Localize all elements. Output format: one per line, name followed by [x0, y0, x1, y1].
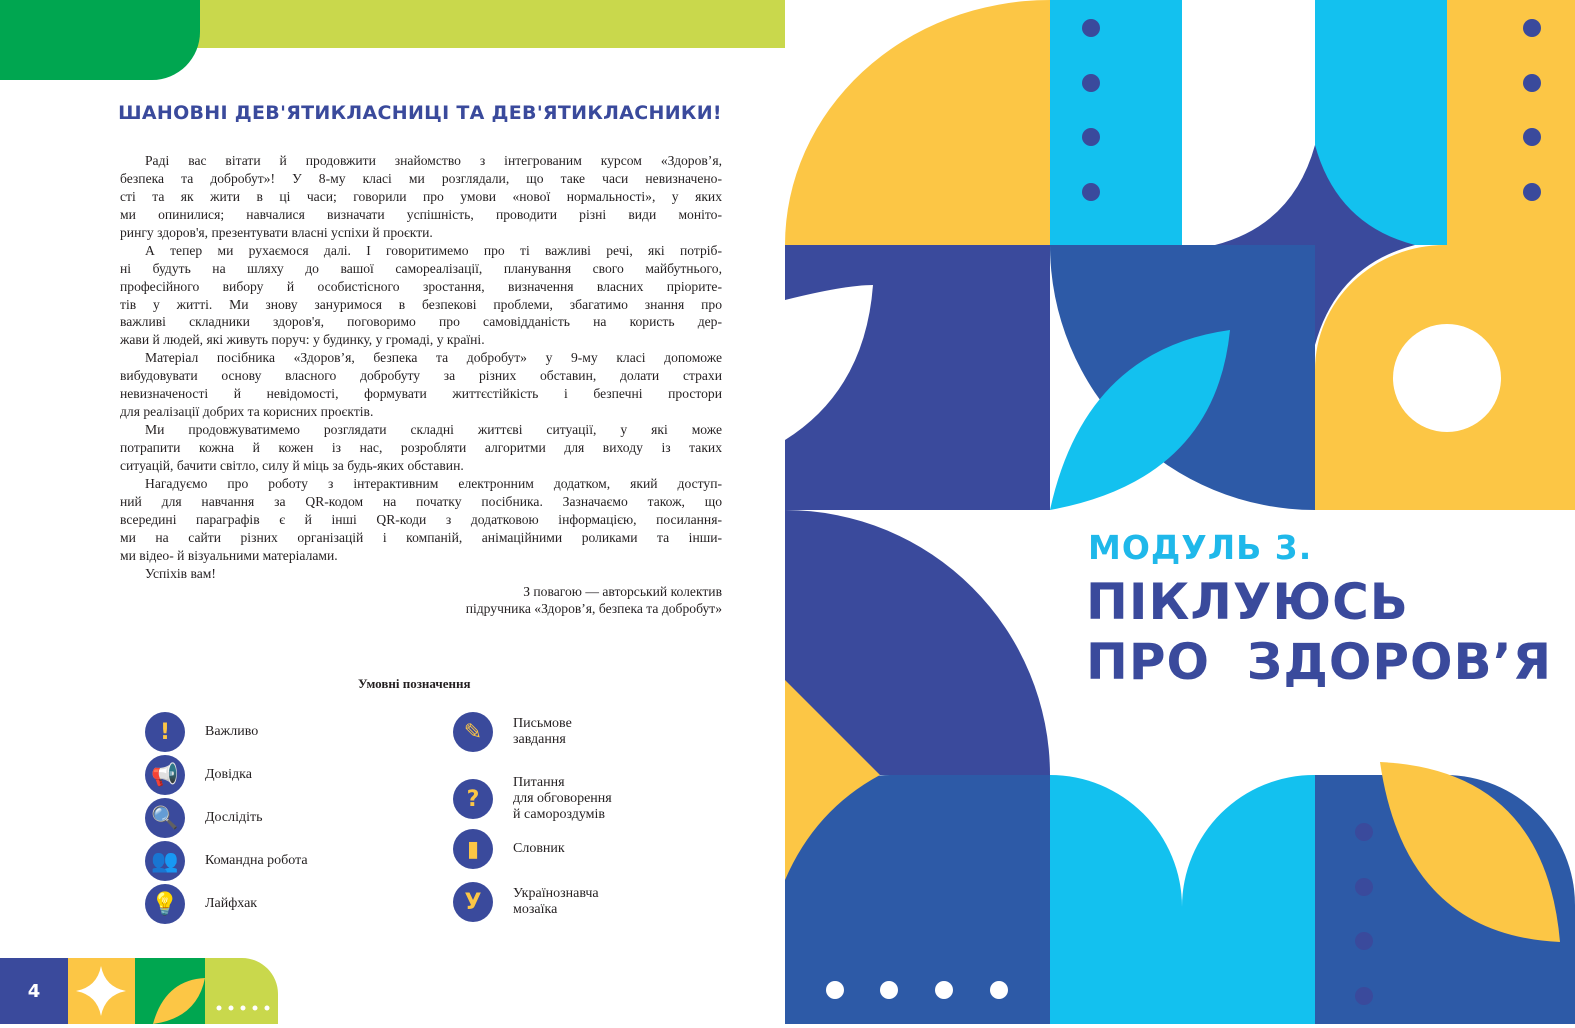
yellow-star-tile [68, 958, 135, 1024]
legend-label: Українознавча мозаїка [513, 886, 599, 917]
lime-dots-tile [205, 958, 278, 1024]
module-label: МОДУЛЬ 3. [1088, 528, 1313, 567]
pattern-dot [1523, 183, 1541, 201]
module-title-line-1: ПІКЛУЮСЬ [1086, 573, 1409, 631]
text-line: тів у житті. Ми знову зануримося в безпекові проблеми, збагатимо знання про [120, 296, 722, 312]
text-line: Ми продовжуватимемо розглядати складні життєві ситуації, у які може [145, 422, 722, 438]
page-number-box [0, 958, 68, 1024]
left-page [0, 0, 785, 1024]
pattern-dot [1082, 74, 1100, 92]
pattern-dot [1523, 74, 1541, 92]
legend-item [453, 882, 599, 922]
text-line: невизначеності й невідомості, формувати життєстійкість і безпечні простори [120, 386, 722, 402]
legend-label: Довідка [205, 767, 252, 782]
pattern-dot-white [880, 981, 898, 999]
page-number: 4 [27, 980, 41, 1002]
question-bubble-icon: ? [453, 779, 493, 819]
text-line: ми опинилися; навчалися визначати успішність, проводити різні види моніто- [120, 206, 722, 222]
notepad-pencil-icon: ✎ [453, 712, 493, 752]
pattern-dot [1523, 128, 1541, 146]
text-line: жави й людей, які живуть поруч: у будинку, у громаді, у країні. [120, 332, 485, 348]
green-top-tab [0, 0, 200, 80]
text-line: Успіхів вам! [145, 565, 216, 581]
text-line: ситуацій, бачити світло, силу й міць за будь-яких обставин. [120, 457, 464, 473]
text-line: ні будуть на шляху до вашої самореалізації, планування свого майбутнього, [120, 260, 722, 276]
text-line: Раді вас вітати й продовжити знайомство з інтегрованим курсом «Здоров’я, [145, 153, 722, 168]
dots-decoration [205, 958, 278, 1024]
text-line: ми на сайти різних організацій і компаній, анімаційними роликами та інши- [120, 529, 722, 545]
pattern-dot-white [826, 981, 844, 999]
text-line: сті та як жити в ці часи; говорили про умови «нової нормальності», у яких [120, 188, 722, 204]
pattern-dot-white [990, 981, 1008, 999]
letter-u-icon: У [453, 882, 493, 922]
legend-item [145, 884, 257, 924]
legend-item [453, 829, 565, 869]
pattern-dot [1355, 987, 1373, 1005]
legend-item [145, 798, 263, 838]
leaf-icon [135, 958, 205, 1024]
text-line: ний для навчання за QR-кодом на початку посібника. Зазначаємо також, що [120, 493, 722, 509]
geometric-pattern [785, 0, 1575, 1024]
legend-label: Словник [513, 841, 565, 856]
page-heading: ШАНОВНІ ДЕВ'ЯТИКЛАСНИЦІ ТА ДЕВ'ЯТИКЛАСНИКИ! [118, 102, 722, 124]
legend-label: Питання для обговорення й саморoздумів [513, 775, 612, 822]
pattern-dot [1082, 19, 1100, 37]
text-line: Матеріал посібника «Здоров’я, безпека та добробут» у 9-му класі допоможе [145, 350, 722, 366]
team-icon: 👥 [145, 841, 185, 881]
text-line: для реалізації добрих та корисних проєктів. [120, 404, 374, 420]
star-icon [68, 958, 135, 1024]
legend-label: Важливо [205, 724, 259, 739]
pattern-dot [1355, 932, 1373, 950]
text-line: всередині параграфів є й інші QR-коди з додатковою інформацією, посилання- [120, 511, 722, 527]
module-title-line-2: ПРО ЗДОРОВ’Я [1086, 633, 1553, 691]
pattern-dot-white [935, 981, 953, 999]
legend-item [145, 755, 252, 795]
text-line: професійного вибору й особистісного зростання, визначення власних пріорите- [120, 278, 722, 294]
legend-item [453, 775, 612, 823]
pattern-dot [1523, 19, 1541, 37]
legend-item [145, 841, 308, 881]
legend-label: Дослідіть [205, 810, 263, 825]
text-line: безпека та добробут»! У 8-му класі ми розглядали, що таке часи невизначено- [120, 170, 722, 186]
signature-line: З повагою — авторський колектив [523, 583, 722, 599]
pattern-dot [1355, 823, 1373, 841]
text-line: Нагадуємо про роботу з інтерактивним електронним додатком, який доступ- [145, 475, 722, 491]
right-page-module-cover [785, 0, 1575, 1024]
legend-title: Умовні позначення [358, 676, 471, 691]
text-line: важливі складники здоров'я, поговоримо про самовідданість на користь дер- [120, 314, 722, 330]
legend-label: Командна робота [205, 853, 308, 868]
intro-text [120, 152, 722, 618]
text-line: А тепер ми рухаємося далі. І говоритимемо про ті важливі речі, які потріб- [145, 242, 722, 258]
text-line: вибудовувати основу власного добробуту за різних обставин, долати страхи [120, 368, 722, 384]
magnifier-icon: 🔍 [145, 798, 185, 838]
text-line: потрапити кожна й кожен із нас, розробляти алгоритми для виходу із таких [120, 440, 722, 455]
pattern-dot [1355, 878, 1373, 896]
exclamation-icon: ! [145, 712, 185, 752]
text-line: ми відео- й візуальними матеріалами. [120, 547, 338, 563]
lightbulb-icon: 💡 [145, 884, 185, 924]
legend-item [453, 712, 572, 752]
legend-label: Письмове завдання [513, 716, 572, 747]
module-title [1086, 572, 1552, 692]
pattern-dot [1082, 183, 1100, 201]
text-line: рингу здоров'я, презентувати власні успіхи й проєкти. [120, 224, 433, 240]
legend-item [145, 712, 258, 752]
pattern-dot [1082, 128, 1100, 146]
green-leaf-tile [135, 958, 205, 1024]
book-icon: ▮ [453, 829, 493, 869]
megaphone-icon: 📢 [145, 755, 185, 795]
legend-label: Лайфхак [205, 896, 258, 911]
signature-line: підручника «Здоров’я, безпека та добробут» [465, 601, 722, 617]
